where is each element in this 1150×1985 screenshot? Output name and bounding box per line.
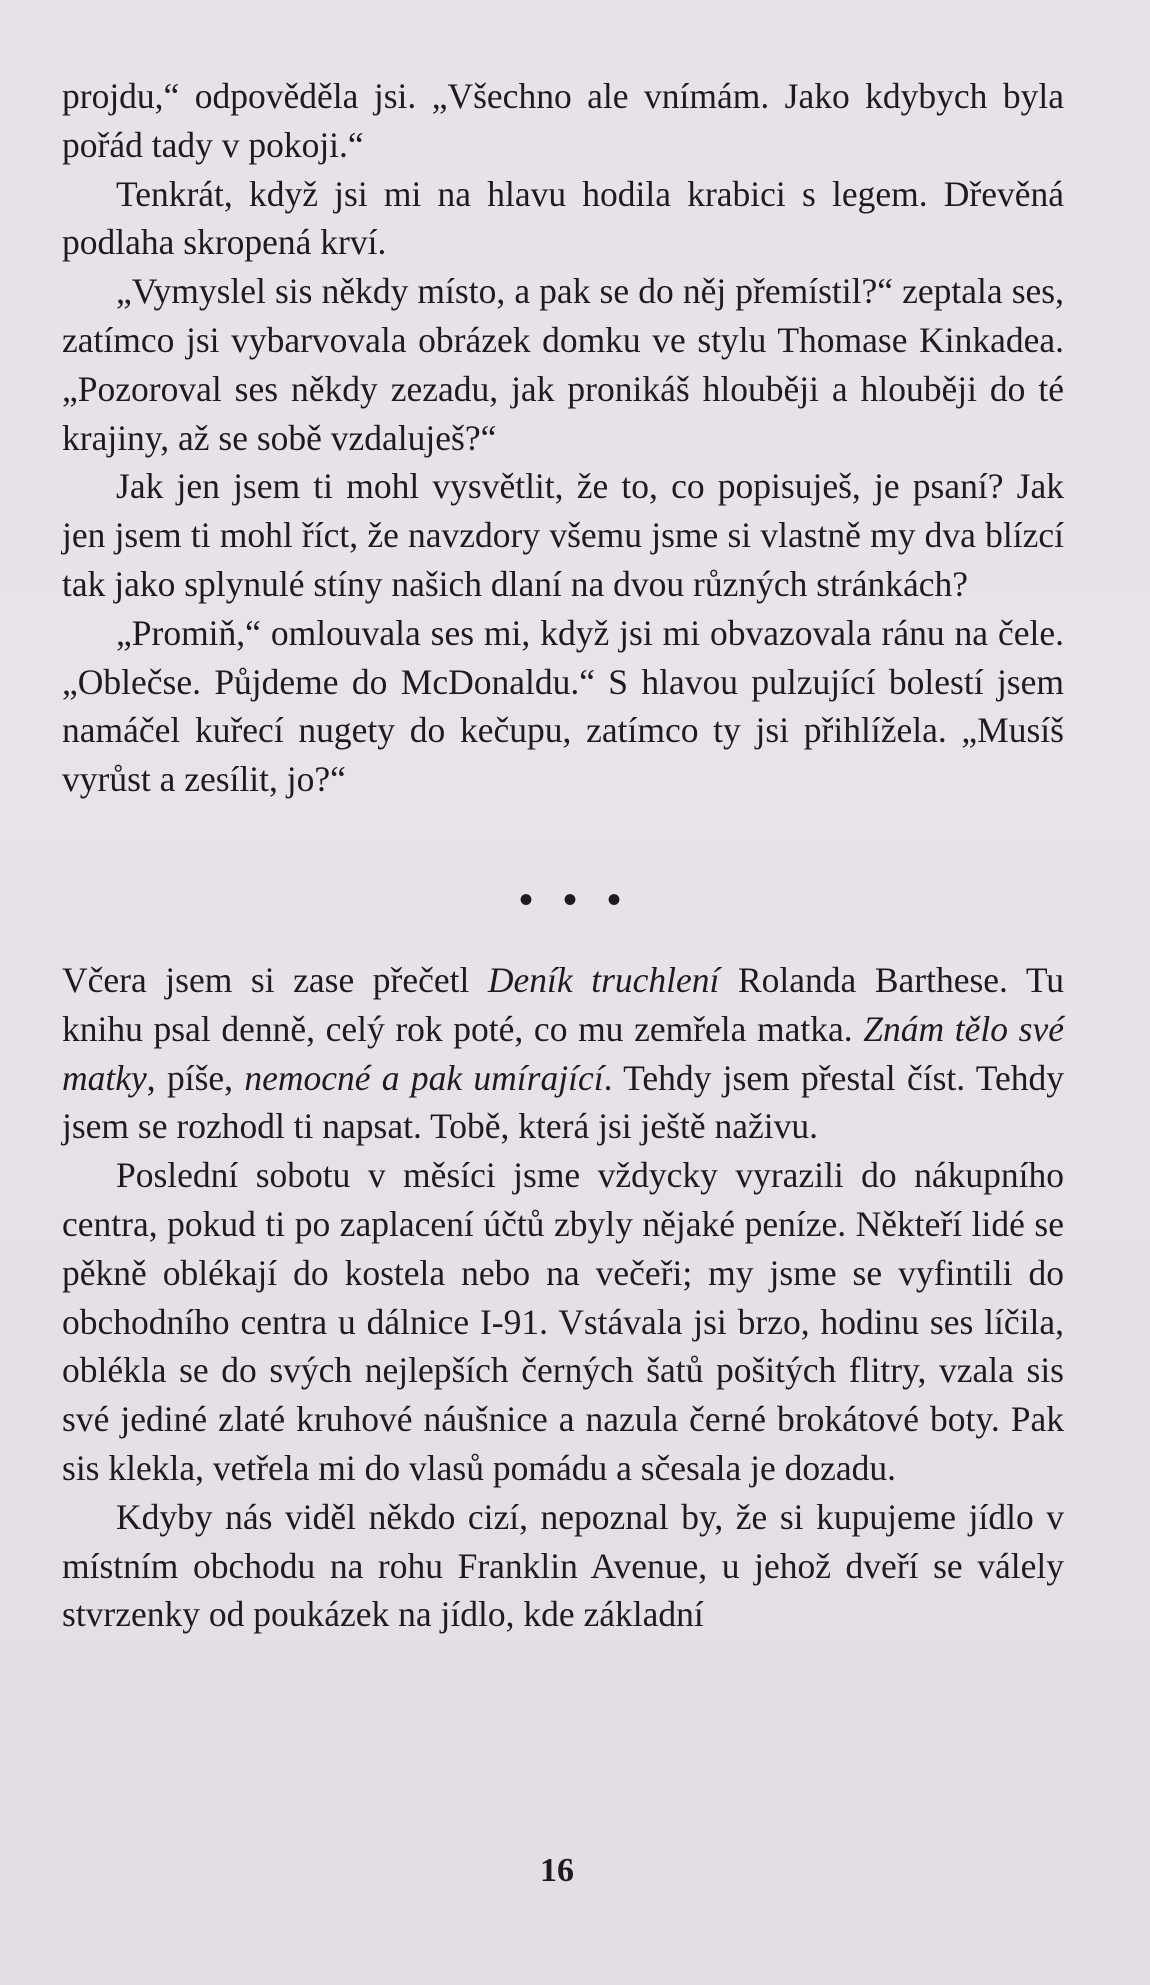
paragraph: Kdyby nás viděl někdo cizí, nepoznal by, že si kupujeme jídlo v místním obchodu na rohu Franklin Avenue, u jehož dveří se válely stvrzenky od poukázek na jídlo, kde základní: [62, 1496, 1064, 1635]
paragraph: Tenkrát, když jsi mi na hlavu hodila krabici s legem. Dřevěná podlaha skropená krví.: [62, 173, 1064, 263]
book-title: Deník truchlení: [487, 960, 720, 1000]
quotation: nemocné a pak umírající: [244, 1057, 604, 1098]
page-number: 16: [540, 1852, 574, 1889]
text-block-upper: [62, 72, 1064, 804]
paragraph: „Vymyslel sis někdy místo, a pak se do něj přemístil?“ zeptala ses, zatímco jsi vybarvovala obrázek domku ve stylu Thomase Kinkadea. „Pozoroval ses někdy zezadu, jak pronikáš hlouběji a hlouběji do té krajiny, až se sobě vzdaluješ?“: [62, 271, 1064, 458]
paragraph: Jak jen jsem ti mohl vysvětlit, že to, co popisuješ, je psaní? Jak jen jsem ti mohl říct, že navzdory všemu jsme si vlastně my dva blízcí tak jako splynulé stíny našich dlaní na dvou různých stránkách?: [62, 466, 1064, 604]
text-run: Včera jsem si zase přečetl: [62, 960, 488, 1000]
quotation: Znám tělo své matky: [62, 1008, 1064, 1098]
paragraph: [62, 956, 1064, 1151]
paragraph: Poslední sobotu v měsíci jsme vždycky vyrazili do nákupního centra, pokud ti po zaplacení účtů zbyly nějaké peníze. Někteří lidé se pěkně oblékají do kostela nebo na večeři; my jsme se vyfintili do obchodního centra u dálnice I-91. Vstávala jsi brzo, hodinu ses líčila, oblékla se do svých nejlepších černých šatů pošitých flitry, vzala sis své jediné zlaté kruhové náušnice a nazula černé brokátové boty. Pak sis klekla, vetřela mi do vlasů pomádu a sčesala je dozadu.: [62, 1155, 1064, 1488]
text-block-lower: [62, 956, 1064, 1639]
text-run: Rolanda Barthese. Tu knihu psal denně, celý rok poté, co mu zemřela matka.: [62, 960, 1065, 1049]
paragraph: „Promiň,“ omlouvala ses mi, když jsi mi obvazovala ránu na čele. „Oblečse. Půjdeme do McDonaldu.“ S hlavou pulzující bolestí jsem namáčel kuřecí nugety do kečupu, zatímco ty jsi přihlížela. „Musíš vyrůst a zesílit, jo?“: [62, 612, 1064, 800]
text-run: . Tehdy jsem přestal číst. Tehdy jsem se rozhodl ti napsat. Tobě, která jsi ještě naživu.: [62, 1057, 1065, 1147]
text-run: , píše,: [146, 1057, 245, 1098]
section-separator: • • •: [518, 877, 631, 922]
paragraph: projdu,“ odpověděla jsi. „Všechno ale vnímám. Jako kdybych byla pořád tady v pokoji.“: [62, 76, 1064, 165]
